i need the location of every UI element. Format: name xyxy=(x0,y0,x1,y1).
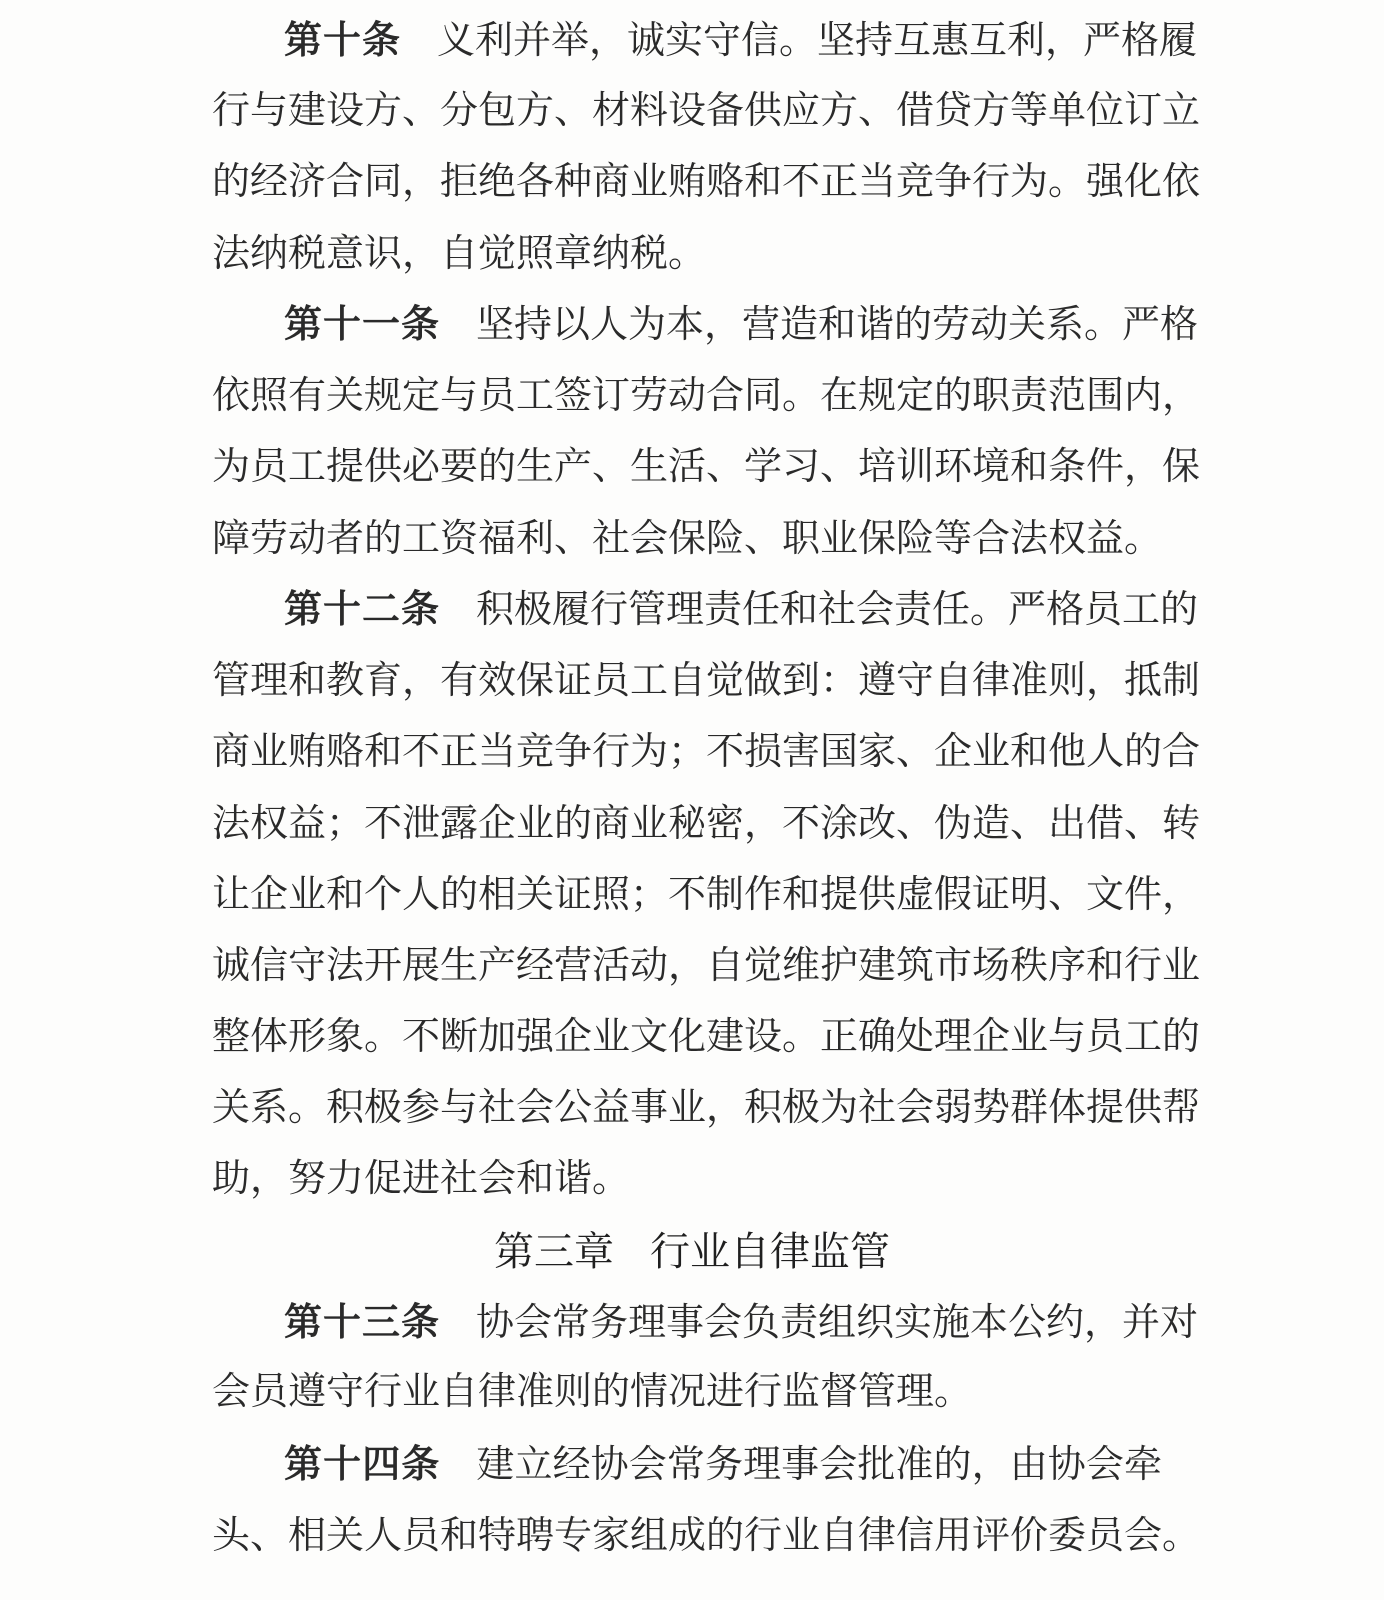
article-12-first-line xyxy=(284,581,1199,637)
article-12-line-4: 法权益；不泄露企业的商业秘密，不涂改、伪造、出借、转 xyxy=(212,801,1201,845)
article-11-line-1: 坚持以人为本，营造和谐的劳动关系。严格 xyxy=(476,302,1199,346)
article-14-line-1: 建立经协会常务理事会批准的，由协会牵 xyxy=(476,1442,1162,1486)
article-11-first-line xyxy=(284,296,1199,352)
article-12-line-7: 整体形象。不断加强企业文化建设。正确处理企业与员工的 xyxy=(212,1014,1201,1058)
article-12-title: 第十二条 xyxy=(284,587,441,631)
article-12-line-6: 诚信守法开展生产经营活动，自觉维护建筑市场秩序和行业 xyxy=(212,943,1201,987)
article-14-first-line xyxy=(284,1436,1162,1492)
article-13-line-1: 协会常务理事会负责组织实施本公约，并对 xyxy=(476,1300,1199,1344)
article-12-line-1: 积极履行管理责任和社会责任。严格员工的 xyxy=(476,587,1199,631)
article-11-line-2: 依照有关规定与员工签订劳动合同。在规定的职责范围内， xyxy=(212,373,1201,417)
article-14-line-2: 头、相关人员和特聘专家组成的行业自律信用评价委员会。 xyxy=(212,1513,1201,1557)
chapter-number: 第三章 xyxy=(494,1229,614,1275)
article-12-line-3: 商业贿赂和不正当竞争行为；不损害国家、企业和他人的合 xyxy=(212,729,1201,773)
article-11-title: 第十一条 xyxy=(284,302,441,346)
article-13-title: 第十三条 xyxy=(284,1300,441,1344)
article-13-line-2: 会员遵守行业自律准则的情况进行监督管理。 xyxy=(212,1369,973,1413)
article-10-first-line xyxy=(284,12,1198,68)
article-10-line-3: 的经济合同，拒绝各种商业贿赂和不正当竞争行为。强化依 xyxy=(212,159,1201,203)
article-11-line-4: 障劳动者的工资福利、社会保险、职业保险等合法权益。 xyxy=(212,516,1163,560)
article-12-line-5: 让企业和个人的相关证照；不制作和提供虚假证明、文件， xyxy=(212,872,1201,916)
article-12-line-9: 助，努力促进社会和谐。 xyxy=(212,1156,631,1200)
article-10-line-2: 行与建设方、分包方、材料设备供应方、借贷方等单位订立 xyxy=(212,88,1201,132)
article-12-line-2: 管理和教育，有效保证员工自觉做到：遵守自律准则，抵制 xyxy=(212,658,1201,702)
article-10-title: 第十条 xyxy=(284,18,402,62)
article-10-line-4: 法纳税意识，自觉照章纳税。 xyxy=(212,231,707,275)
article-12-line-8: 关系。积极参与社会公益事业，积极为社会弱势群体提供帮 xyxy=(212,1085,1201,1129)
article-13-first-line xyxy=(284,1294,1199,1350)
article-11-line-3: 为员工提供必要的生产、生活、学习、培训环境和条件，保 xyxy=(212,444,1201,488)
article-14-title: 第十四条 xyxy=(284,1442,441,1486)
article-10-line-1: 义利并举，诚实守信。坚持互惠互利，严格履 xyxy=(437,18,1198,62)
chapter-title: 行业自律监管 xyxy=(650,1229,890,1275)
chapter-heading xyxy=(0,1222,1384,1282)
